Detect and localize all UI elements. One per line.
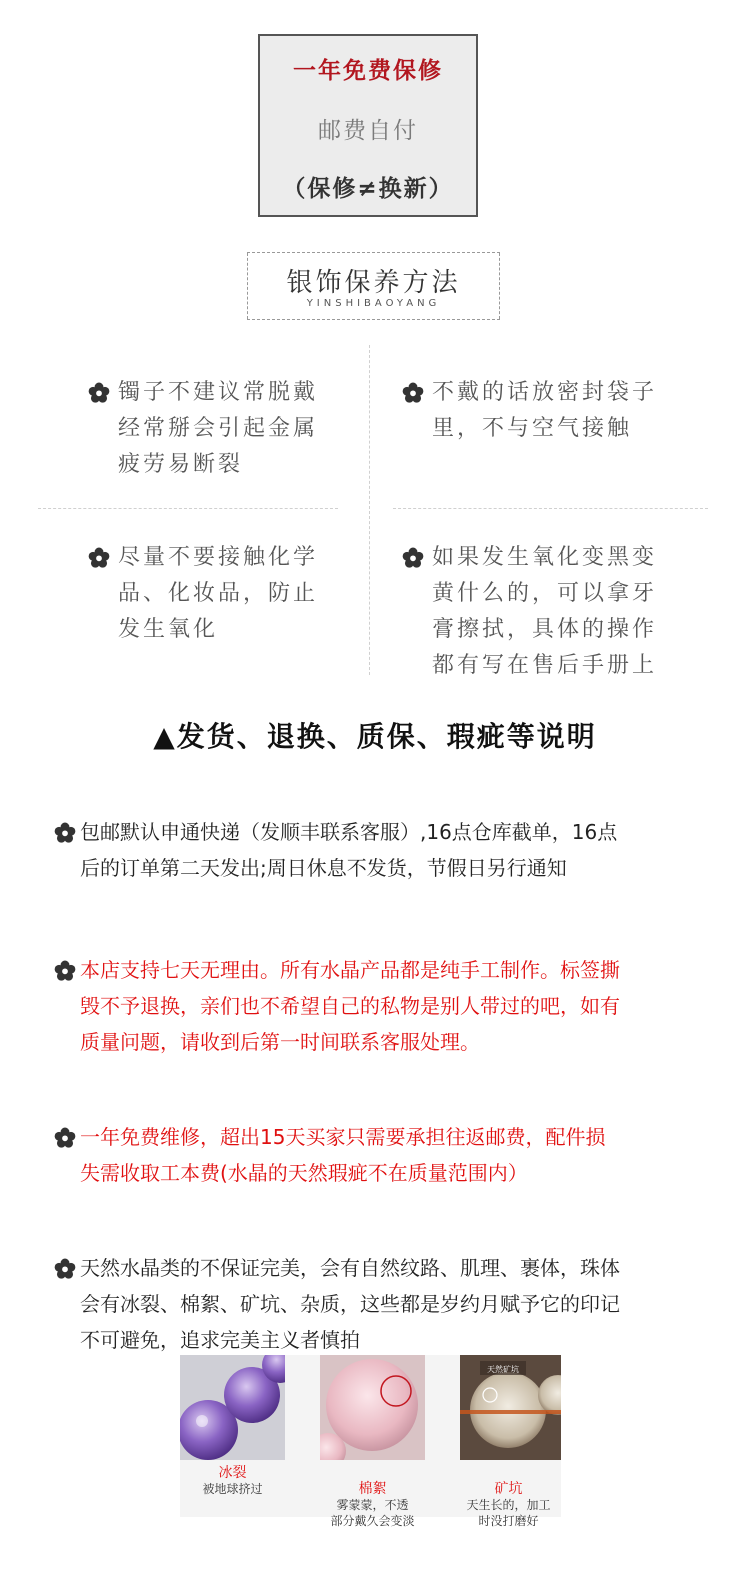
note-text: 天然水晶类的不保证完美，会有自然纹路、肌理、裹体，珠体 会有冰裂、棉絮、矿坑、杂质，这些都是岁约月赋予它的印记 不可避免，追求完美主义者慎拍: [80, 1256, 620, 1352]
note-returns: [54, 960, 724, 1068]
photo-caption-desc: 天生长的，加工 时没打磨好: [466, 1498, 551, 1528]
care-subtitle: YINSHIBAOYANG: [306, 298, 441, 309]
care-tip: [402, 382, 722, 462]
care-tip-text: 不戴的话放密封袋子 里，不与空气接触: [432, 380, 658, 441]
flower-icon: [88, 547, 110, 569]
photo-ice-crack: [180, 1355, 285, 1460]
note-shipping: [54, 822, 724, 894]
flower-icon: [54, 1127, 76, 1149]
grid-horizontal-divider-left: [38, 508, 338, 509]
warranty-box: [258, 34, 478, 217]
photo-caption-title: 棉絮: [358, 1481, 387, 1497]
warranty-line-free-repair: 一年免费保修: [293, 58, 443, 84]
warranty-line-note: （保修≠换新）: [282, 176, 454, 202]
flower-icon: [54, 822, 76, 844]
photo-tag: 天然矿坑: [487, 1365, 519, 1374]
flower-icon: [88, 382, 110, 404]
photo-caption-desc: 雾蒙蒙，不透 部分戴久会变淡: [330, 1498, 415, 1528]
photo-caption: [169, 1465, 296, 1497]
note-text: 包邮默认申通快递（发顺丰联系客服）,16点仓库截单，16点 后的订单第二天发出;周日休息不发货，节假日另行通知: [80, 820, 618, 880]
care-tip-text: 尽量不要接触化学 品、化妆品，防止 发生氧化: [118, 545, 319, 642]
grid-horizontal-divider-right: [393, 508, 708, 509]
note-text: 本店支持七天无理由。所有水晶产品都是纯手工制作。标签撕 毁不予退换，亲们也不希望自己的私物是别人带过的吧，如有 质量问题，请收到后第一时间联系客服处理。: [80, 958, 620, 1054]
care-title-box: [247, 252, 500, 320]
flower-icon: [402, 547, 424, 569]
flower-icon: [402, 382, 424, 404]
care-tip: [88, 382, 348, 492]
photo-caption: [309, 1465, 436, 1529]
photo-caption-title: 冰裂: [218, 1465, 247, 1481]
care-tip-text: 如果发生氧化变黑变 黄什么的，可以拿牙 膏擦拭，具体的操作 都有写在售后手册上: [432, 545, 658, 678]
care-tip: [88, 547, 348, 657]
section-heading: ▲发货、退换、质保、瑕疵等说明: [153, 720, 597, 753]
flower-icon: [54, 960, 76, 982]
flower-icon: [54, 1258, 76, 1280]
care-tip: [402, 547, 722, 687]
care-tip-text: 镯子不建议常脱戴 经常掰会引起金属 疲劳易断裂: [118, 380, 319, 477]
photo-caption: [445, 1465, 572, 1529]
note-natural-crystal: [54, 1258, 724, 1366]
crystal-flaw-photos: [180, 1355, 561, 1528]
grid-vertical-divider: [369, 345, 370, 675]
warranty-line-postage: 邮费自付: [318, 118, 418, 144]
photo-cotton-cloud: [320, 1355, 425, 1460]
photo-pit: [460, 1355, 561, 1460]
note-text: 一年免费维修，超出15天买家只需要承担往返邮费，配件损 失需收取工本费(水晶的天然瑕疵不在质量范围内）: [80, 1125, 606, 1185]
care-title: 银饰保养方法: [286, 268, 461, 298]
photo-caption-desc: 被地球挤过: [202, 1482, 263, 1496]
note-repair: [54, 1127, 724, 1199]
photo-caption-title: 矿坑: [494, 1481, 523, 1497]
